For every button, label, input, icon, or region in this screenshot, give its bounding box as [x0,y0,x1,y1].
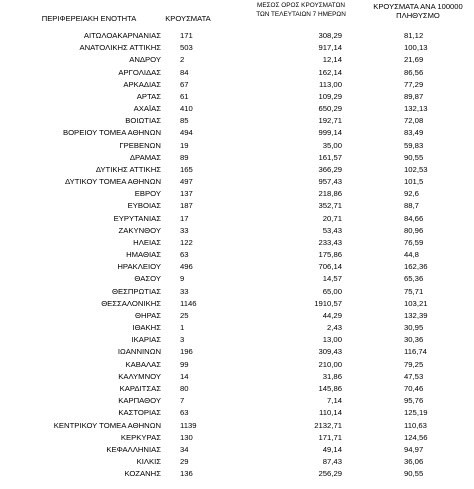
cases-cell: 136 [180,469,193,479]
cases-cell: 165 [180,164,193,174]
cases-cell: 84 [180,67,189,77]
region-name-cell: ΑΙΤΩΛΟΑΚΑΡΝΑΝΙΑΣ [83,31,161,40]
table-row [0,103,474,115]
table-row [0,456,474,468]
per-100k-cell: 101,5 [404,177,424,187]
header-per-line1: ΚΡΟΥΣΜΑΤΑ ΑΝΑ 100000 [373,2,463,11]
cases-cell: 3 [180,335,185,345]
header-region-label: ΠΕΡΙΦΕΡΕΙΑΚΗ ΕΝΟΤΗΤΑ [41,14,137,23]
region-name-cell: ΑΝΔΡΟΥ [129,55,161,65]
per-100k-cell: 132,39 [404,310,428,320]
avg-7day-cell: 650,29 [318,104,342,114]
cases-cell: 63 [180,250,189,260]
table-row [0,249,474,261]
avg-7day-cell: 53,43 [322,225,342,235]
cases-cell: 410 [180,104,193,114]
per-100k-cell: 76,59 [404,237,424,247]
avg-7day-cell: 13,00 [322,335,342,345]
avg-7day-cell: 44,29 [322,310,342,320]
table-row [0,42,474,54]
table-body [0,30,474,480]
region-name-cell: ΖΑΚΥΝΘΟΥ [118,225,161,235]
per-100k-cell: 72,08 [404,116,424,126]
per-100k-cell: 124,56 [404,432,428,442]
avg-7day-cell: 309,43 [318,347,342,357]
avg-7day-cell: 999,14 [318,128,342,138]
per-100k-cell: 36,06 [404,457,424,467]
region-name-cell: ΑΧΑΪΑΣ [133,104,161,114]
avg-7day-cell: 109,29 [318,91,342,101]
cases-cell: 1146 [180,298,197,308]
avg-7day-cell: 7,14 [327,396,342,406]
avg-7day-cell: 308,29 [318,31,342,40]
cases-cell: 496 [180,262,193,272]
table-row [0,213,474,225]
region-name-cell: ΚΕΝΤΡΙΚΟΥ ΤΟΜΕΑ ΑΘΗΝΩΝ [53,420,161,430]
table-row [0,334,474,346]
avg-7day-cell: 145,86 [318,383,342,393]
region-name-cell: ΙΘΑΚΗΣ [132,323,161,333]
avg-7day-cell: 1910,57 [314,298,342,308]
table-row [0,140,474,152]
table-row [0,298,474,310]
avg-7day-cell: 31,86 [322,371,342,381]
header-cases [154,14,222,23]
per-100k-cell: 162,36 [404,262,428,272]
avg-7day-cell: 14,57 [322,274,342,284]
cases-cell: 171 [180,31,193,40]
per-100k-cell: 86,56 [404,67,424,77]
region-name-cell: ΚΑΡΠΑΘΟΥ [118,396,161,406]
cases-cell: 17 [180,213,189,223]
header-region [4,14,174,23]
region-name-cell: ΚΑΣΤΟΡΙΑΣ [118,408,161,418]
header-per-capita [364,2,472,20]
avg-7day-cell: 366,29 [318,164,342,174]
region-name-cell: ΚΑΡΔΙΤΣΑΣ [119,383,161,393]
region-name-cell: ΑΝΑΤΟΛΙΚΗΣ ΑΤΤΙΚΗΣ [79,43,161,53]
cases-cell: 497 [180,177,193,187]
avg-7day-cell: 218,86 [318,189,342,199]
table-row [0,79,474,91]
per-100k-cell: 59,83 [404,140,424,150]
cases-cell: 61 [180,91,189,101]
per-100k-cell: 90,55 [404,152,424,162]
table-row [0,188,474,200]
avg-7day-cell: 706,14 [318,262,342,272]
region-name-cell: ΑΡΓΟΛΙΔΑΣ [118,67,161,77]
cases-cell: 137 [180,189,193,199]
per-100k-cell: 92,6 [404,189,419,199]
per-100k-cell: 89,87 [404,91,424,101]
per-100k-cell: 84,66 [404,213,424,223]
region-name-cell: ΚΕΦΑΛΛΗΝΙΑΣ [106,444,161,454]
avg-7day-cell: 113,00 [319,79,342,89]
region-name-cell: ΚΟΖΑΝΗΣ [124,469,161,479]
per-100k-cell: 44,8 [404,250,419,260]
per-100k-cell: 79,25 [404,359,424,369]
region-name-cell: ΙΩΑΝΝΙΝΩΝ [117,347,161,357]
per-100k-cell: 102,53 [404,164,428,174]
avg-7day-cell: 352,71 [318,201,342,211]
avg-7day-cell: 161,57 [318,152,342,162]
region-name-cell: ΙΚΑΡΙΑΣ [131,335,161,345]
per-100k-cell: 77,29 [404,79,424,89]
cases-cell: 196 [180,347,193,357]
per-100k-cell: 47,53 [404,371,424,381]
avg-7day-cell: 65,00 [322,286,342,296]
cases-cell: 14 [180,371,189,381]
table-header [0,0,474,30]
table-row [0,115,474,127]
region-name-cell: ΕΥΡΥΤΑΝΙΑΣ [113,213,161,223]
region-name-cell: ΚΑΒΑΛΑΣ [125,359,161,369]
per-100k-cell: 100,13 [404,43,428,53]
region-name-cell: ΗΡΑΚΛΕΙΟΥ [117,262,161,272]
cases-cell: 503 [180,43,193,53]
avg-7day-cell: 162,14 [318,67,342,77]
region-name-cell: ΚΕΡΚΥΡΑΣ [120,432,161,442]
cases-cell: 19 [180,140,189,150]
cases-cell: 33 [180,286,189,296]
avg-7day-cell: 171,71 [318,432,342,442]
avg-7day-cell: 957,43 [318,177,342,187]
table-row [0,468,474,480]
per-100k-cell: 70,46 [404,383,424,393]
cases-cell: 9 [180,274,185,284]
region-name-cell: ΘΕΣΠΡΩΤΙΑΣ [112,286,161,296]
table-row [0,164,474,176]
table-row [0,200,474,212]
avg-7day-cell: 192,71 [318,116,342,126]
region-name-cell: ΑΡΚΑΔΙΑΣ [123,79,161,89]
table-row [0,432,474,444]
table-row [0,395,474,407]
cases-cell: 130 [180,432,193,442]
table-row [0,322,474,334]
per-100k-cell: 132,13 [404,104,428,114]
region-name-cell: ΘΕΣΣΑΛΟΝΙΚΗΣ [101,298,161,308]
avg-7day-cell: 256,29 [318,469,342,479]
per-100k-cell: 30,95 [404,323,424,333]
table-row [0,91,474,103]
table-row [0,383,474,395]
table-row [0,407,474,419]
per-100k-cell: 30,36 [404,335,424,345]
cases-cell: 25 [180,310,189,320]
avg-7day-cell: 210,00 [318,359,342,369]
per-100k-cell: 21,69 [404,55,424,65]
avg-7day-cell: 2,43 [327,323,342,333]
cases-cell: 99 [180,359,189,369]
region-name-cell: ΘΑΣΟΥ [134,274,161,284]
avg-7day-cell: 917,14 [318,43,342,53]
region-name-cell: ΔΡΑΜΑΣ [129,152,161,162]
avg-7day-cell: 175,86 [318,250,342,260]
region-name-cell: ΚΑΛΥΜΝΟΥ [118,371,161,381]
per-100k-cell: 110,63 [404,420,427,430]
region-name-cell: ΔΥΤΙΚΟΥ ΤΟΜΕΑ ΑΘΗΝΩΝ [65,177,161,187]
region-name-cell: ΘΗΡΑΣ [135,310,161,320]
table-row [0,225,474,237]
region-name-cell: ΔΥΤΙΚΗΣ ΑΤΤΙΚΗΣ [95,164,161,174]
cases-cell: 85 [180,116,189,126]
avg-7day-cell: 110,14 [319,408,342,418]
per-100k-cell: 116,74 [404,347,427,357]
cases-cell: 34 [180,444,189,454]
cases-cell: 1 [180,323,185,333]
region-name-cell: ΒΟΙΩΤΙΑΣ [125,116,161,126]
cases-cell: 80 [180,383,189,393]
table-row [0,444,474,456]
cases-cell: 33 [180,225,189,235]
table-row [0,127,474,139]
cases-cell: 1139 [180,420,197,430]
per-100k-cell: 83,49 [404,128,424,138]
cases-cell: 494 [180,128,193,138]
cases-cell: 89 [180,152,189,162]
cases-cell: 122 [180,237,193,247]
cases-cell: 67 [180,79,189,89]
table-row [0,237,474,249]
table-row [0,152,474,164]
per-100k-cell: 90,55 [404,469,424,479]
cases-cell: 7 [180,396,185,406]
avg-7day-cell: 87,43 [322,457,342,467]
table-row [0,346,474,358]
region-name-cell: ΕΒΡΟΥ [134,189,161,199]
avg-7day-cell: 2132,71 [314,420,342,430]
cases-cell: 2 [180,55,185,65]
per-100k-cell: 94,97 [404,444,424,454]
header-avg-line1: ΜΕΣΟΣ ΟΡΟΣ ΚΡΟΥΣΜΑΤΩΝ [257,2,345,9]
per-100k-cell: 125,19 [404,408,428,418]
header-per-line2: ΠΛΗΘΥΣΜΟ [396,11,440,21]
table-row [0,371,474,383]
header-avg-line2: ΤΩΝ ΤΕΛΕΥΤΑΙΩΝ 7 ΗΜΕΡΩΝ [256,10,346,18]
table-row [0,261,474,273]
cases-cell: 187 [180,201,193,211]
table-row [0,30,474,42]
header-cases-label: ΚΡΟΥΣΜΑΤΑ [165,14,211,23]
region-name-cell: ΕΥΒΟΙΑΣ [127,201,161,211]
avg-7day-cell: 49,14 [322,444,342,454]
table-row [0,286,474,298]
per-100k-cell: 80,96 [404,225,424,235]
region-name-cell: ΓΡΕΒΕΝΩΝ [119,140,161,150]
avg-7day-cell: 20,71 [322,213,342,223]
avg-7day-cell: 233,43 [318,237,342,247]
region-name-cell: ΗΛΕΙΑΣ [133,237,161,247]
table-row [0,176,474,188]
table-row [0,310,474,322]
table-row [0,420,474,432]
table-row [0,67,474,79]
per-100k-cell: 65,36 [404,274,424,284]
region-name-cell: ΒΟΡΕΙΟΥ ΤΟΜΕΑ ΑΘΗΝΩΝ [62,128,161,138]
per-100k-cell: 81,12 [404,31,424,40]
per-100k-cell: 75,71 [404,286,424,296]
table-row [0,54,474,66]
region-name-cell: ΑΡΤΑΣ [136,91,161,101]
region-name-cell: ΚΙΛΚΙΣ [136,457,161,467]
avg-7day-cell: 12,14 [322,55,342,65]
per-100k-cell: 88,7 [404,201,419,211]
cases-cell: 63 [180,408,189,418]
avg-7day-cell: 35,00 [322,140,342,150]
table-row [0,359,474,371]
cases-cell: 29 [180,457,189,467]
per-100k-cell: 95,76 [404,396,424,406]
table-row [0,273,474,285]
per-100k-cell: 103,21 [404,298,428,308]
region-name-cell: ΗΜΑΘΙΑΣ [126,250,161,260]
header-avg [238,2,364,19]
